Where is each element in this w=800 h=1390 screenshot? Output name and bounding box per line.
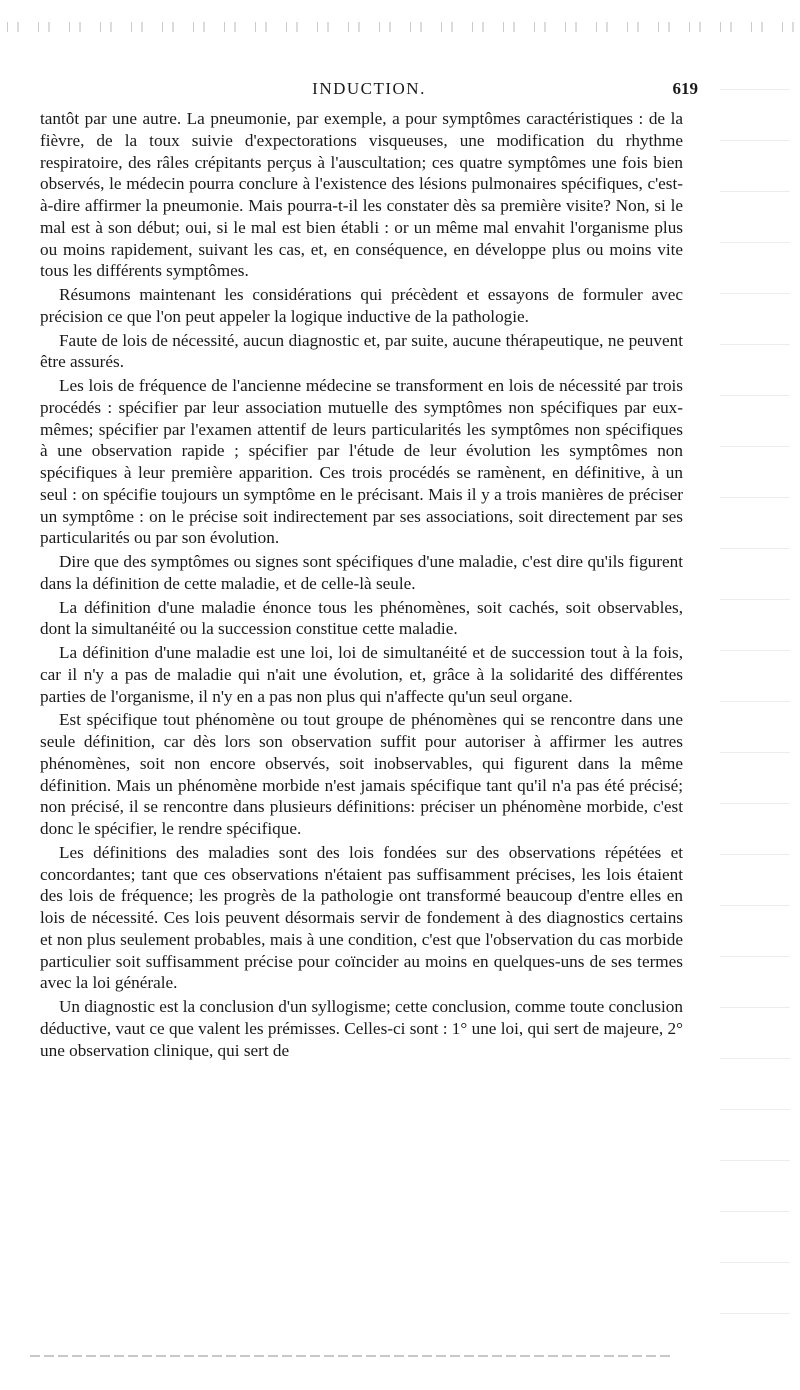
scan-noise-bottom [30,1355,670,1357]
page-header [40,79,698,103]
scan-noise-top [0,22,800,32]
paragraph: Est spécifique tout phénomène ou tout groupe de phénomènes qui se rencontre dans une seule définition, car dès lors son observation suffit pour autoriser à affirmer les autres phénomènes, soit non encore observés, soit inobservables, qui figurent dans la même définition. Mais un phénomène morbide n'est jamais spécifique tant qu'il n'a pas été précisé; non précisé, il se rencontre dans plusieurs définitions: préciser un phénomène morbide, c'est donc le spécifier, le rendre spécifique. [40,710,683,838]
paragraph: Faute de lois de nécessité, aucun diagnostic et, par suite, aucune thérapeutique, ne peuvent être assurés. [40,330,683,372]
body-text [40,108,683,1063]
paragraph: Un diagnostic est la conclusion d'un syllogisme; cette conclusion, comme toute conclusion déductive, vaut ce que valent les prémisses. Celles-ci sont : 1° une loi, qui sert de majeure, 2° une observation clinique, qui sert de [40,997,683,1060]
page-number: 619 [672,79,698,98]
scan-noise-margin [720,40,790,1340]
paragraph: Les lois de fréquence de l'ancienne médecine se transforment en lois de nécessité par trois procédés : spécifier par leur association mutuelle des symptômes non spécifiques par eux-mêmes; spécifier par l'examen attentif de leurs particularités les symptômes non spécifiques à une observation rapide ; spécifier par l'étude de leur évolution les symptômes non spécifiques à leur première apparition. Ces trois procédés se ramènent, en définitive, à un seul : on spécifie toujours un symptôme en le précisant. Mais il y a trois manières de préciser un symptôme : on le précise soit indirectement par ses associations, soit directement par ses particularités ou par son évolution. [40,376,683,548]
paragraph: Les définitions des maladies sont des lois fondées sur des observations répétées et concordantes; tant que ces observations n'étaient pas suffisamment précises, les lois étaient des lois de fréquence; les progrès de la pathologie ont transformé beaucoup d'entre elles en lois de nécessité. Ces lois peuvent désormais servir de fondement à des diagnostics certains et non plus seulement probables, mais à une condition, c'est que l'observation du cas morbide particulier soit suffisamment précise pour coïncider au moins en quelques-uns de ses termes avec la loi générale. [40,842,683,993]
paragraph: Dire que des symptômes ou signes sont spécifiques d'une maladie, c'est dire qu'ils figurent dans la définition de cette maladie, et de celle-là seule. [40,552,683,593]
paragraph: tantôt par une autre. La pneumonie, par exemple, a pour symptômes caractéristiques : de la fièvre, de la toux suivie d'expectorations visqueuses, une modification du rhythme respiratoire, des râles crépitants perçus à l'auscultation; ces quatre symptômes une fois bien observés, le médecin pourra conclure à l'existence des lésions pulmonaires spécifiques, c'est-à-dire affirmer la pneumonie. Mais pourra-t-il les constater dès sa première visite? Non, si le mal est à son début; oui, si le mal est bien établi : or un même mal envahit l'organisme plus ou moins rapidement, suivant les cas, et, en conséquence, en développe plus ou moins vite tous les différents symptômes. [40,109,683,281]
paragraph: La définition d'une maladie est une loi, loi de simultanéité et de succession tout à la fois, car il n'y a pas de maladie qui n'ait une évolution, et, grâce à la solidarité des différentes parties de l'organisme, il n'y en a pas non plus qui n'affecte qu'un seul organe. [40,643,683,706]
paragraph: La définition d'une maladie énonce tous les phénomènes, soit cachés, soit observables, dont la simultanéité ou la succession constitue cette maladie. [40,597,683,639]
paragraph: Résumons maintenant les considérations qui précèdent et essayons de formuler avec précision ce que l'on peut appeler la logique inductive de la pathologie. [40,285,683,326]
running-title: INDUCTION. [312,79,426,98]
